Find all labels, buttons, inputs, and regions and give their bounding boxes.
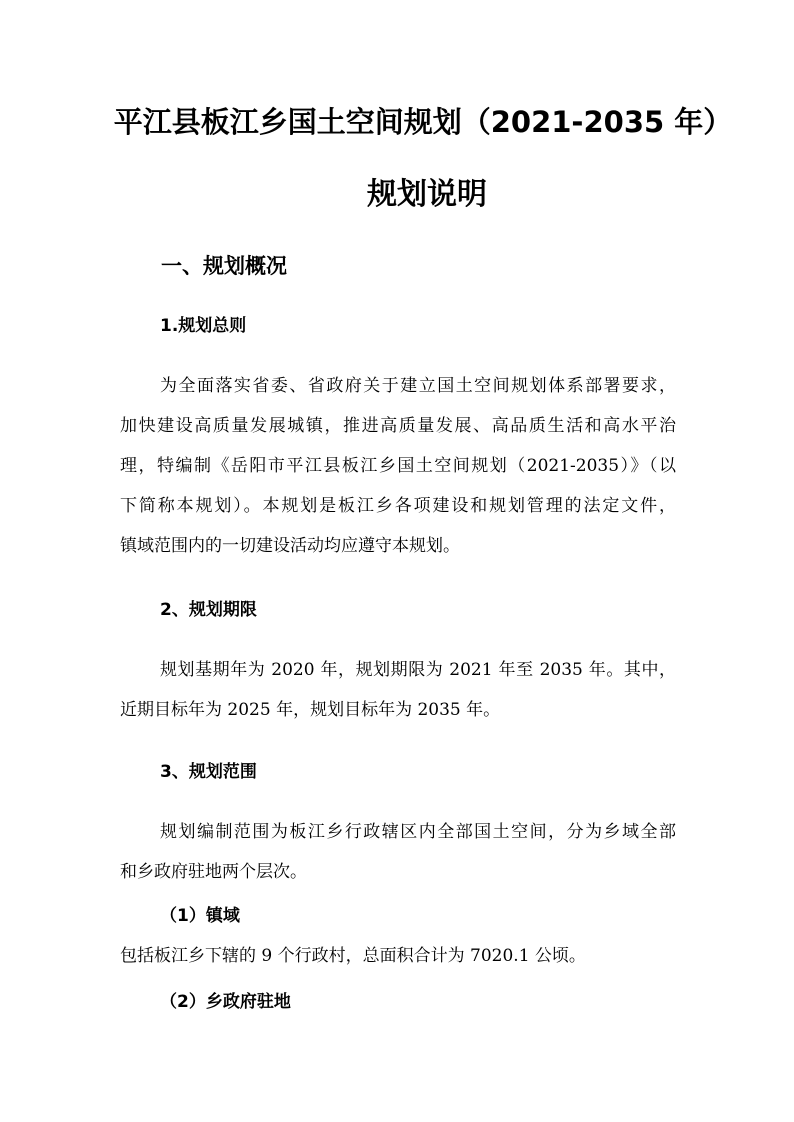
item-heading-town-area: （1）镇域 (160, 906, 240, 926)
section-heading-overview: 一、规划概况 (161, 254, 287, 278)
paragraph-line: 近期目标年为 2025 年，规划目标年为 2035 年。 (120, 700, 501, 720)
paragraph-principles (120, 366, 676, 566)
paragraph-line: 为全面落实省委、省政府关于建立国土空间规划体系部署要求， (160, 376, 676, 396)
document-subtitle: 规划说明 (367, 177, 487, 212)
paragraph-line: 和乡政府驻地两个层次。 (120, 862, 307, 882)
paragraph-line: 规划基期年为 2020 年，规划期限为 2021 年至 2035 年。其中， (160, 660, 676, 680)
paragraph-line: 理，特编制《岳阳市平江县板江乡国土空间规划（2021-2035）》（以 (120, 456, 676, 476)
paragraph-scope (120, 812, 676, 892)
subsection-heading-scope: 3、规划范围 (160, 762, 257, 782)
subsection-heading-period: 2、规划期限 (160, 600, 257, 620)
paragraph-town-area (120, 936, 676, 976)
paragraph-line: 加快建设高质量发展城镇，推进高质量发展、高品质生活和高水平治 (120, 416, 676, 436)
subsection-heading-principles: 1.规划总则 (160, 316, 247, 336)
paragraph-line: 规划编制范围为板江乡行政辖区内全部国土空间，分为乡域全部 (160, 822, 676, 842)
paragraph-line: 包括板江乡下辖的 9 个行政村，总面积合计为 7020.1 公顷。 (120, 946, 586, 966)
paragraph-line: 下简称本规划）。本规划是板江乡各项建设和规划管理的法定文件， (120, 496, 676, 516)
paragraph-line: 镇域范围内的一切建设活动均应遵守本规划。 (120, 536, 460, 556)
document-title: 平江县板江乡国土空间规划（2021-2035 年） (113, 105, 733, 139)
item-heading-government-seat: （2）乡政府驻地 (160, 992, 291, 1012)
paragraph-period (120, 650, 676, 730)
